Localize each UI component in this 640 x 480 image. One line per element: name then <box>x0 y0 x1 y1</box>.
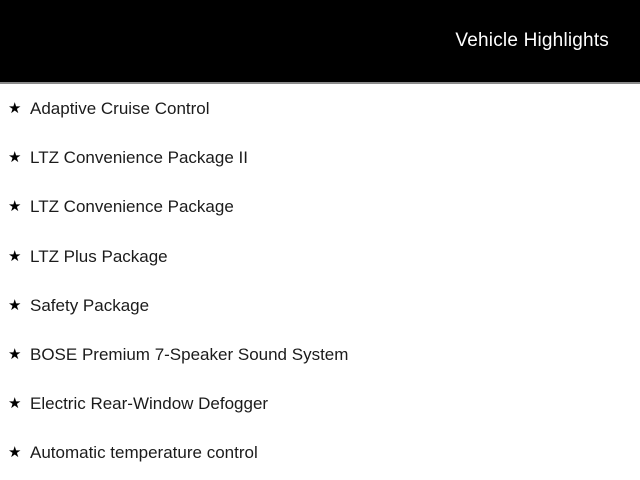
highlight-label: Electric Rear-Window Defogger <box>30 394 269 414</box>
list-item <box>0 232 640 281</box>
highlight-label: LTZ Convenience Package II <box>30 148 248 168</box>
star-icon: ★ <box>8 345 22 364</box>
highlight-label: LTZ Plus Package <box>30 246 168 266</box>
star-icon: ★ <box>8 246 22 265</box>
list-item <box>0 379 640 428</box>
star-icon: ★ <box>8 197 22 216</box>
highlight-list <box>0 84 640 478</box>
list-item <box>0 330 640 379</box>
header-bar <box>0 0 640 84</box>
highlight-label: LTZ Convenience Package <box>30 197 234 217</box>
star-icon: ★ <box>8 148 22 167</box>
page-title: Vehicle Highlights <box>455 30 609 51</box>
list-item <box>0 84 640 133</box>
list-item <box>0 428 640 477</box>
star-icon: ★ <box>8 295 22 314</box>
highlight-label: Automatic temperature control <box>30 443 258 463</box>
list-item <box>0 182 640 231</box>
highlight-label: Adaptive Cruise Control <box>30 99 210 119</box>
list-item <box>0 133 640 182</box>
highlight-label: BOSE Premium 7-Speaker Sound System <box>30 345 349 365</box>
star-icon: ★ <box>8 394 22 413</box>
star-icon: ★ <box>8 443 22 462</box>
star-icon: ★ <box>8 99 22 118</box>
highlight-label: Safety Package <box>30 295 150 315</box>
list-item <box>0 281 640 330</box>
